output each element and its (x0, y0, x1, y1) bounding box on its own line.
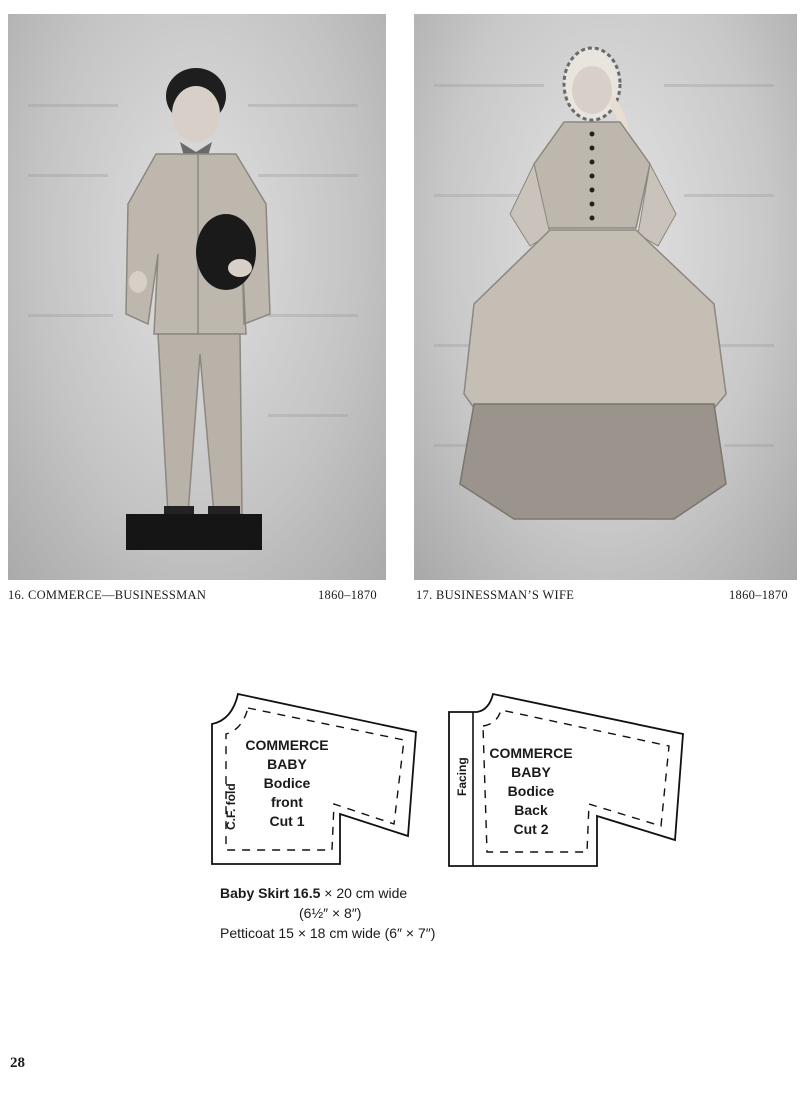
facing-label: Facing (455, 757, 469, 796)
figure-16-caption: 16. COMMERCE—BUSINESSMAN (8, 588, 207, 602)
front-line-1: COMMERCE (245, 737, 329, 753)
figure-17-caption: 17. BUSINESSMAN’S WIFE (416, 588, 575, 602)
baby-skirt-imperial: (6½″ × 8″) (299, 905, 362, 921)
front-line-4: front (271, 794, 303, 810)
front-line-5: Cut 1 (269, 813, 305, 829)
front-line-3: Bodice (263, 775, 311, 791)
baby-skirt-dimensions (220, 885, 407, 901)
baby-skirt-label: Baby Skirt 16.5 (220, 885, 321, 901)
back-line-4: Back (514, 802, 548, 818)
bodice-back-text (475, 744, 587, 839)
bodice-front-text (228, 736, 346, 831)
center-front-fold-label: C.F. fold (224, 783, 238, 830)
back-line-5: Cut 2 (513, 821, 549, 837)
bodice-front-pattern (208, 690, 430, 868)
page-number: 28 (10, 1055, 25, 1071)
businessman-doll-illustration (8, 14, 386, 580)
figure-17-date: 1860–1870 (729, 588, 788, 602)
back-line-3: Bodice (507, 783, 555, 799)
front-line-2: BABY (267, 756, 307, 772)
wife-doll-illustration (414, 14, 797, 580)
petticoat-dimensions: Petticoat 15 × 18 cm wide (6″ × 7″) (220, 925, 436, 941)
baby-skirt-size: × 20 cm wide (320, 885, 408, 901)
bodice-back-pattern (447, 690, 687, 868)
back-line-1: COMMERCE (489, 745, 573, 761)
back-line-2: BABY (511, 764, 551, 780)
businessman-doll-photo (8, 14, 386, 580)
figure-16-date: 1860–1870 (318, 588, 377, 602)
businessmans-wife-doll-photo (414, 14, 797, 580)
